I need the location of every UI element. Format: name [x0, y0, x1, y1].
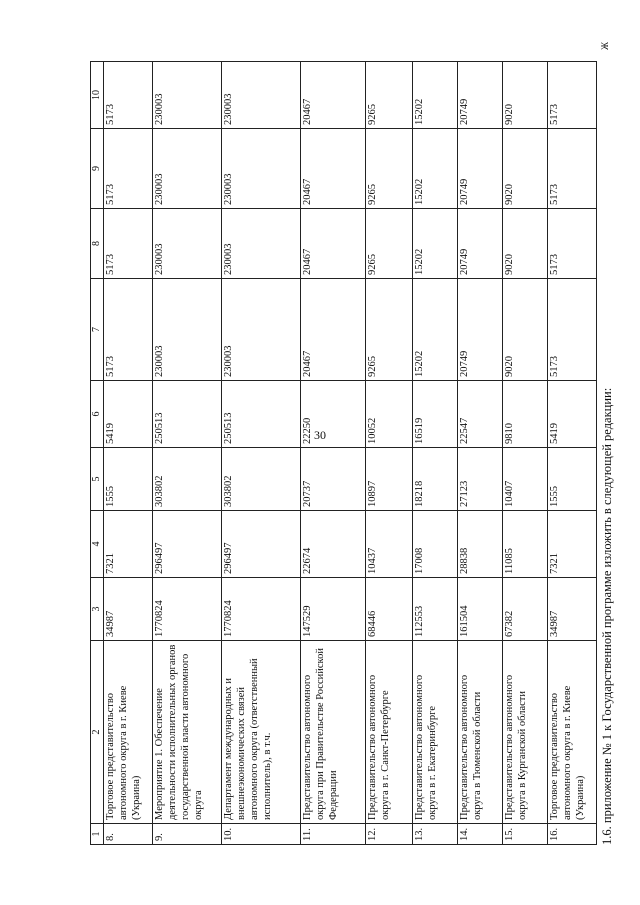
- table-cell: 1770824: [153, 578, 222, 641]
- row-title: Представительство автономного округа в Курганской области: [503, 641, 548, 824]
- table-cell: 20467: [301, 279, 366, 381]
- table-cell: 28838: [458, 511, 503, 578]
- col-header-5: 5: [91, 448, 104, 511]
- table-cell: 7321: [548, 511, 597, 578]
- table-cell: 15202: [413, 209, 458, 279]
- table-cell: 9265: [366, 279, 413, 381]
- table-cell: 161504: [458, 578, 503, 641]
- table-cell: 20467: [301, 129, 366, 209]
- row-title: Торговое представительство автономного округа в г. Киеве (Украина): [548, 641, 597, 824]
- col-header-7: 7: [91, 279, 104, 381]
- table-cell: 250513: [222, 381, 301, 448]
- table-cell: 20737: [301, 448, 366, 511]
- table-cell: 303802: [153, 448, 222, 511]
- table-cell: 20749: [458, 62, 503, 129]
- row-title: Представительство автономного округа в г. Екатеринбурге: [413, 641, 458, 824]
- table-cell: 1555: [548, 448, 597, 511]
- table-cell: 303802: [222, 448, 301, 511]
- table-cell: 5173: [104, 209, 153, 279]
- col-header-4: 4: [91, 511, 104, 578]
- amendment-text: 1.6. приложение № 1 к Государственной программе изложить в следующей редакции:: [600, 387, 614, 845]
- table-cell: 15202: [413, 279, 458, 381]
- table-cell: 5419: [548, 381, 597, 448]
- row-number: 8.: [104, 824, 153, 845]
- table-cell: 20749: [458, 129, 503, 209]
- program-table: [90, 61, 597, 845]
- col-header-1: 1: [91, 824, 104, 845]
- row-number: 10.: [222, 824, 301, 845]
- table-cell: 230003: [222, 279, 301, 381]
- table-cell: 9265: [366, 129, 413, 209]
- table-cell: 10052: [366, 381, 413, 448]
- table-cell: 11085: [503, 511, 548, 578]
- table-cell: 296497: [153, 511, 222, 578]
- table-cell: 230003: [153, 62, 222, 129]
- table-row: [153, 62, 222, 845]
- table-cell: 9020: [503, 62, 548, 129]
- corner-mark: Ж: [600, 41, 610, 50]
- table-cell: 250513: [153, 381, 222, 448]
- col-header-6: 6: [91, 381, 104, 448]
- row-number: 13.: [413, 824, 458, 845]
- table-cell: 18218: [413, 448, 458, 511]
- table-cell: 9265: [366, 62, 413, 129]
- table-cell: 15202: [413, 62, 458, 129]
- table-cell: 22250: [301, 381, 366, 448]
- table-cell: 20749: [458, 209, 503, 279]
- table-cell: 296497: [222, 511, 301, 578]
- table-row: [222, 62, 301, 845]
- table-row: [366, 62, 413, 845]
- table-cell: 230003: [153, 279, 222, 381]
- table-cell: 9020: [503, 129, 548, 209]
- table-cell: 10897: [366, 448, 413, 511]
- table-row: [104, 62, 153, 845]
- table-cell: 230003: [222, 62, 301, 129]
- table-cell: 20749: [458, 279, 503, 381]
- table-cell: 147529: [301, 578, 366, 641]
- row-title: Департамент международных и внешнеэкономических связей автономного округа (ответственный исполнитель), в т.ч.: [222, 641, 301, 824]
- table-cell: 27123: [458, 448, 503, 511]
- row-title: Представительство автономного округа в Тюменской области: [458, 641, 503, 824]
- col-header-3: 3: [91, 578, 104, 641]
- table-cell: 10437: [366, 511, 413, 578]
- table-cell: 1770824: [222, 578, 301, 641]
- row-number: 14.: [458, 824, 503, 845]
- page-number: 30: [314, 428, 326, 442]
- table-cell: 22674: [301, 511, 366, 578]
- table-cell: 20467: [301, 62, 366, 129]
- header-row: [91, 62, 104, 845]
- table-cell: 34987: [104, 578, 153, 641]
- table-row: [413, 62, 458, 845]
- row-number: 16.: [548, 824, 597, 845]
- table-cell: 5173: [104, 129, 153, 209]
- table-cell: 5173: [548, 129, 597, 209]
- table-cell: 230003: [222, 129, 301, 209]
- row-number: 15.: [503, 824, 548, 845]
- col-header-10: 10: [91, 62, 104, 129]
- table-cell: 9265: [366, 209, 413, 279]
- table-cell: 10407: [503, 448, 548, 511]
- table-cell: 16519: [413, 381, 458, 448]
- table-cell: 22547: [458, 381, 503, 448]
- table-cell: 230003: [153, 129, 222, 209]
- table-cell: 7321: [104, 511, 153, 578]
- table-cell: 5173: [548, 209, 597, 279]
- table-cell: 34987: [548, 578, 597, 641]
- row-title: Представительство автономного округа при Правительстве Российской Федерации: [301, 641, 366, 824]
- table-cell: 9020: [503, 279, 548, 381]
- row-number: 12.: [366, 824, 413, 845]
- table-row: [301, 62, 366, 845]
- row-number: 9.: [153, 824, 222, 845]
- table-cell: 112553: [413, 578, 458, 641]
- row-title: Торговое представительство автономного округа в г. Киеве (Украина): [104, 641, 153, 824]
- table-row: [548, 62, 597, 845]
- table-cell: 5173: [104, 279, 153, 381]
- table-cell: 15202: [413, 129, 458, 209]
- table-cell: 5173: [548, 62, 597, 129]
- table-cell: 230003: [222, 209, 301, 279]
- table-cell: 1555: [104, 448, 153, 511]
- col-header-2: 2: [91, 641, 104, 824]
- table-cell: 9810: [503, 381, 548, 448]
- table-row: [503, 62, 548, 845]
- table-cell: 17008: [413, 511, 458, 578]
- table-cell: 20467: [301, 209, 366, 279]
- table-row: [458, 62, 503, 845]
- table-cell: 5173: [548, 279, 597, 381]
- row-number: 11.: [301, 824, 366, 845]
- table-cell: 68446: [366, 578, 413, 641]
- table-cell: 5173: [104, 62, 153, 129]
- row-title: Представительство автономного округа в г. Санкт-Петербурге: [366, 641, 413, 824]
- row-title: Мероприятие 1. Обеспечение деятельности исполнительных органов государственной власти автономного округа: [153, 641, 222, 824]
- table-cell: 5419: [104, 381, 153, 448]
- table-cell: 230003: [153, 209, 222, 279]
- table-cell: 9020: [503, 209, 548, 279]
- table-cell: 67382: [503, 578, 548, 641]
- col-header-9: 9: [91, 129, 104, 209]
- col-header-8: 8: [91, 209, 104, 279]
